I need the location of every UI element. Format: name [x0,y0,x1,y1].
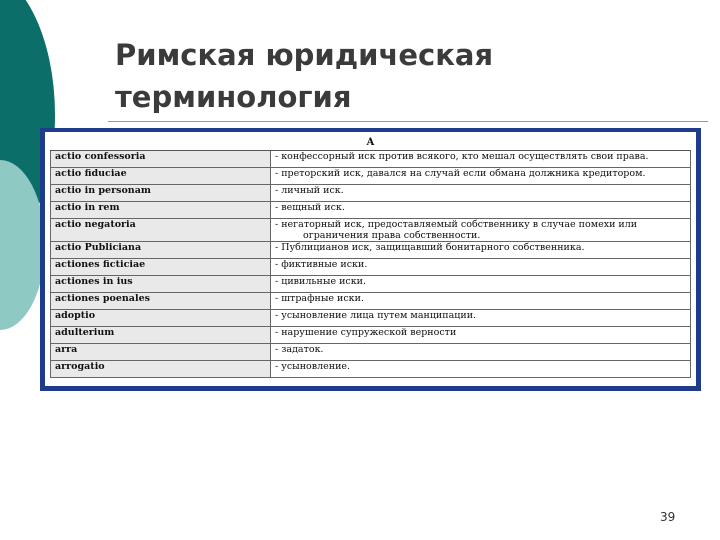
page-number: 39 [660,510,676,524]
definition-cell: - личный иск. [271,185,691,202]
term-cell: actiones in ius [51,276,271,293]
table-row [51,344,691,361]
definition-cell: - фиктивные иски. [271,259,691,276]
table-row [51,151,691,168]
definition-cell: - цивильные иски. [271,276,691,293]
glossary-table-frame [40,128,701,391]
table-row [51,185,691,202]
table-row [51,202,691,219]
slide-title [115,34,493,118]
term-cell: actio in personam [51,185,271,202]
definition-cell: - конфессорный иск против всякого, кто мешал осуществлять свои права. [271,151,691,168]
table-row [51,327,691,344]
title-divider [108,121,708,122]
table-row [51,293,691,310]
definition-cell: - задаток. [271,344,691,361]
term-cell: arrogatio [51,361,271,378]
term-cell: actio negatoria [51,219,271,242]
term-cell: arra [51,344,271,361]
term-cell: actio fiduciae [51,168,271,185]
glossary-table-container [45,132,696,386]
definition-cell [271,219,691,242]
slide-title-line2: терминология [115,80,352,114]
term-cell: adulterium [51,327,271,344]
table-row [51,242,691,259]
definition-line1: - негаторный иск, предоставляемый собственнику в случае помехи или [275,219,638,230]
definition-cell: - вещный иск. [271,202,691,219]
glossary-table [50,134,691,378]
term-cell: actiones poenales [51,293,271,310]
definition-cell: - усыновление лица путем манципации. [271,310,691,327]
definition-cell: - нарушение супружеской верности [271,327,691,344]
term-cell: actio Publiciana [51,242,271,259]
table-row [51,310,691,327]
definition-line2: ограничения права собственности. [303,230,481,241]
term-cell: actiones ficticiae [51,259,271,276]
definition-cell: - штрафные иски. [271,293,691,310]
table-row [51,259,691,276]
section-letter: А [51,134,691,151]
table-row [51,276,691,293]
term-cell: actio in rem [51,202,271,219]
table-row [51,168,691,185]
term-cell: adoptio [51,310,271,327]
definition-cell: - преторский иск, давался на случай если обмана должника кредитором. [271,168,691,185]
term-cell: actio confessoria [51,151,271,168]
table-row [51,219,691,242]
definition-cell: - усыновление. [271,361,691,378]
definition-cell: - Публицианов иск, защищавший бонитарного собственника. [271,242,691,259]
slide-title-line1: Римская юридическая [115,38,494,72]
table-row [51,361,691,378]
